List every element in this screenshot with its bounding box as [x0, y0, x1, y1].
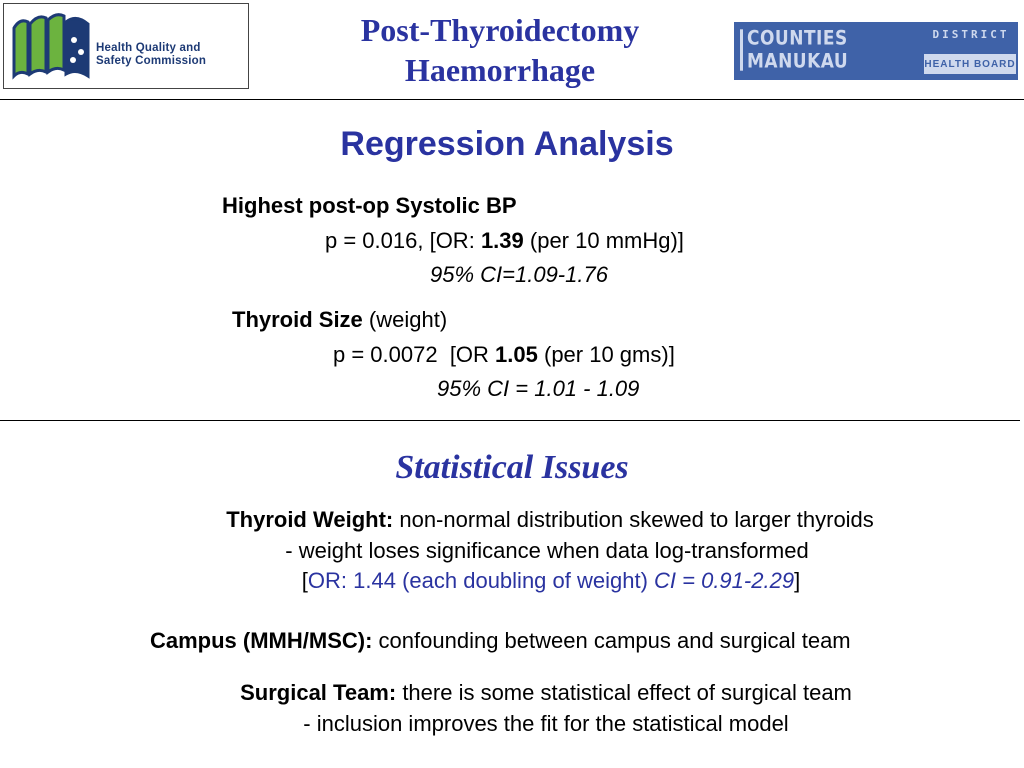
size-pvalue — [333, 342, 675, 368]
hqsc-name-line2: Safety Commission — [96, 55, 207, 67]
section-divider — [0, 420, 1020, 421]
size-label-rest: (weight) — [362, 307, 448, 332]
cmdhb-health-board: HEALTH BOARD — [924, 54, 1016, 74]
cmdhb-logo — [734, 22, 1018, 80]
size-ci: 95% CI = 1.01 - 1.09 — [437, 376, 640, 401]
weight-text: non-normal distribution skewed to larger thyroids — [393, 507, 874, 532]
hqsc-name-line1: Health Quality and — [96, 42, 201, 54]
bp-pvalue — [325, 228, 684, 254]
size-p-prefix: p = 0.0072 [OR — [333, 342, 496, 367]
bp-p-prefix: p = 0.016, [OR: — [325, 228, 481, 253]
weight-line1 — [0, 507, 1024, 533]
bp-p-suffix: (per 10 mmHg)] — [523, 228, 684, 253]
campus-label: Campus (MMH/MSC): — [150, 628, 373, 653]
team-line1 — [0, 680, 1024, 706]
title-line1: Post-Thyroidectomy — [360, 12, 640, 48]
stats-heading: Statistical Issues — [395, 449, 629, 486]
page-title — [270, 10, 730, 90]
weight-bracket-close: ] — [794, 568, 801, 593]
campus-text: confounding between campus and surgical team — [372, 628, 851, 653]
size-p-suffix: (per 10 gms)] — [537, 342, 675, 367]
team-text: there is some statistical effect of surgical team — [396, 680, 852, 705]
size-or-value: 1.05 — [495, 342, 538, 367]
weight-line3 — [0, 568, 1024, 594]
cmdhb-district: DISTRICT — [932, 28, 1010, 41]
bp-or-value: 1.39 — [480, 228, 524, 253]
cmdhb-name: COUNTIES MANUKAU — [740, 29, 927, 70]
team-line2: - inclusion improves the fit for the statistical model — [303, 711, 789, 736]
bp-label: Highest post-op Systolic BP — [222, 193, 517, 218]
weight-label: Thyroid Weight: — [226, 507, 394, 532]
weight-bracket-open: [ — [301, 568, 308, 593]
weight-line2: - weight loses significance when data log-transformed — [285, 538, 809, 563]
regression-heading: Regression Analysis — [340, 125, 674, 163]
size-label-bold: Thyroid Size — [232, 307, 363, 332]
weight-or-text: OR: 1.44 (each doubling of weight) — [307, 568, 655, 593]
hqsc-logo — [3, 3, 249, 89]
team-label: Surgical Team: — [240, 680, 397, 705]
header-divider — [0, 99, 1024, 100]
size-label — [232, 307, 447, 333]
hqsc-emblem-icon — [10, 10, 96, 86]
bp-ci: 95% CI=1.09-1.76 — [430, 262, 608, 287]
weight-ci-text: CI = 0.91-2.29 — [654, 568, 795, 593]
title-line2: Haemorrhage — [404, 52, 596, 88]
campus-line — [150, 628, 851, 654]
